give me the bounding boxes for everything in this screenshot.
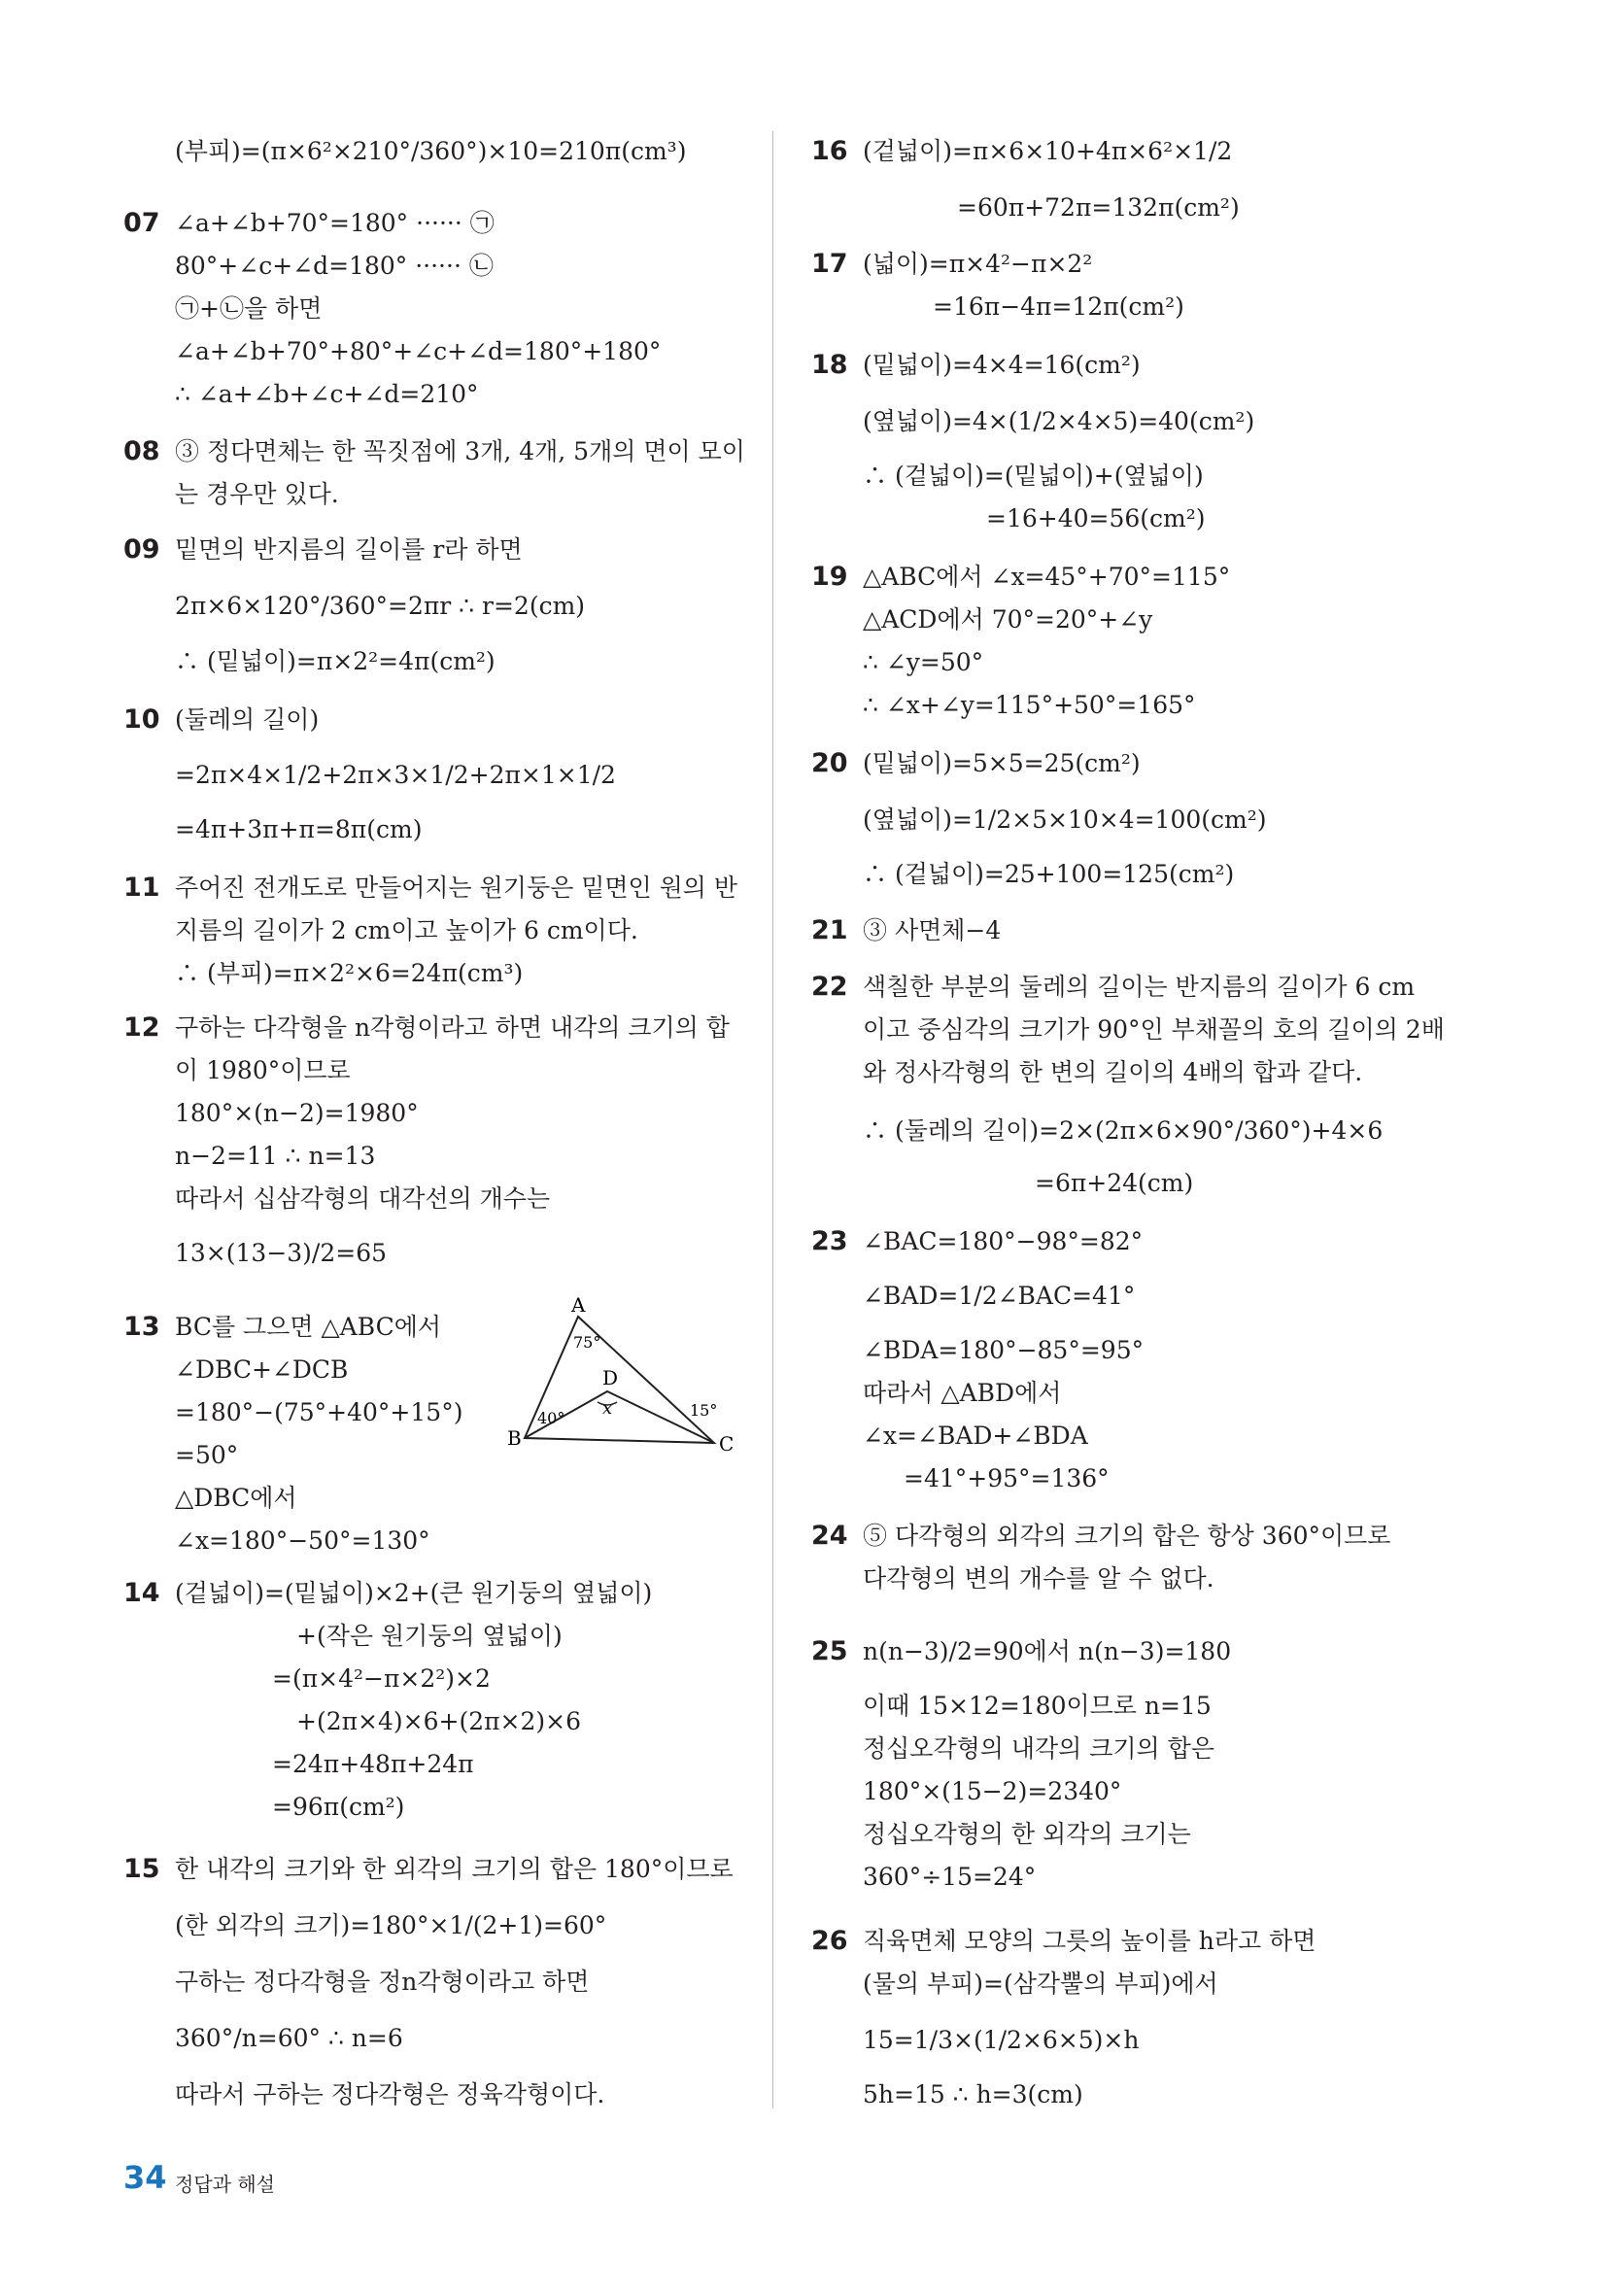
answer-line: ∠x=∠BAD+∠BDA — [863, 1422, 1088, 1450]
answer-line: △DBC에서 — [175, 1484, 297, 1512]
problem-number: 21 — [811, 915, 848, 945]
answer-line: 15=1/3×(1/2×6×5)×h — [863, 2026, 1140, 2054]
vertex-c-label: C — [719, 1432, 735, 1453]
answer-line: ∠x=180°−50°=130° — [175, 1526, 430, 1555]
angle-b-label: 40° — [537, 1409, 565, 1427]
problem-number: 07 — [123, 208, 160, 238]
answer-line: 360°÷15=24° — [863, 1863, 1037, 1891]
answer-line: (밑넓이)=4×4=16(cm²) — [863, 351, 1141, 379]
answer-line: ∠BAD=1/2∠BAC=41° — [863, 1282, 1136, 1310]
answer-line: =96π(cm²) — [272, 1793, 405, 1821]
answer-line: =50° — [175, 1441, 239, 1469]
problem-number: 11 — [123, 873, 160, 903]
answer-line: ③ 사면체−4 — [863, 916, 1002, 944]
answer-line: △ABC에서 ∠x=45°+70°=115° — [863, 563, 1231, 591]
answer-line: ③ 정다면체는 한 꼭짓점에 3개, 4개, 5개의 면이 모이 — [175, 437, 745, 465]
problem-number: 19 — [811, 562, 848, 592]
problem-number: 24 — [811, 1521, 848, 1551]
answer-line: 따라서 △ABD에서 — [863, 1379, 1062, 1407]
problem-number: 13 — [123, 1312, 160, 1342]
answer-line: n−2=11 ∴ n=13 — [175, 1142, 376, 1170]
answer-line: =(π×4²−π×2²)×2 — [272, 1664, 491, 1693]
answer-line: (부피)=(π×6²×210°/360°)×10=210π(cm³) — [175, 137, 687, 165]
column-divider — [772, 131, 773, 2108]
vertex-d-label: D — [602, 1366, 619, 1389]
answer-line: 다각형의 변의 개수를 알 수 없다. — [863, 1564, 1214, 1593]
answer-line: 와 정사각형의 한 변의 길이의 4배의 합과 같다. — [863, 1058, 1363, 1086]
answer-line: 정십오각형의 한 외각의 크기는 — [863, 1820, 1191, 1848]
answer-line: =4π+3π+π=8π(cm) — [175, 815, 423, 843]
answer-line: ∴ (겉넓이)=(밑넓이)+(옆넓이) — [863, 462, 1204, 490]
answer-line: =2π×4×1/2+2π×3×1/2+2π×1×1/2 — [175, 761, 616, 789]
answer-line: 구하는 정다각형을 정n각형이라고 하면 — [175, 1968, 590, 1996]
answer-line: ∠BDA=180°−85°=95° — [863, 1336, 1145, 1364]
answer-line: n(n−3)/2=90에서 n(n−3)=180 — [863, 1637, 1232, 1665]
problem-number: 17 — [811, 249, 848, 279]
problem-number: 09 — [123, 534, 160, 565]
answer-line: ∴ ∠y=50° — [863, 648, 984, 676]
page-number: 34 — [123, 2159, 167, 2196]
answer-line: △ACD에서 70°=20°+∠y — [863, 605, 1153, 634]
answer-line: =16+40=56(cm²) — [986, 504, 1206, 532]
answer-line: (넓이)=π×4²−π×2² — [863, 250, 1093, 278]
answer-line: ∠BAC=180°−98°=82° — [863, 1227, 1144, 1255]
angle-x-label: x — [602, 1398, 613, 1419]
problem-number: 22 — [811, 972, 848, 1002]
answer-line: ⑤ 다각형의 외각의 크기의 합은 항상 360°이므로 — [863, 1522, 1391, 1550]
answer-line: ∴ ∠x+∠y=115°+50°=165° — [863, 691, 1196, 719]
answer-line: =6π+24(cm) — [1035, 1169, 1194, 1197]
answer-line: ∠DBC+∠DCB — [175, 1355, 349, 1384]
answer-line: 정십오각형의 내각의 크기의 합은 — [863, 1734, 1214, 1763]
answer-line: (둘레의 길이) — [175, 705, 320, 734]
answer-line: 2π×6×120°/360°=2πr ∴ r=2(cm) — [175, 592, 586, 620]
answer-line: (겉넓이)=(밑넓이)×2+(큰 원기둥의 옆넓이) — [175, 1579, 653, 1607]
answer-line: ㉠+㉡을 하면 — [175, 294, 323, 323]
answer-line: 구하는 다각형을 n각형이라고 하면 내각의 크기의 합 — [175, 1013, 730, 1042]
answer-line: (한 외각의 크기)=180°×1/(2+1)=60° — [175, 1911, 607, 1939]
answer-line: ∴ (둘레의 길이)=2×(2π×6×90°/360°)+4×6 — [863, 1116, 1384, 1145]
answer-line: ∴ (밑넓이)=π×2²=4π(cm²) — [175, 647, 496, 675]
answer-line: 이고 중심각의 크기가 90°인 부채꼴의 호의 길이의 2배 — [863, 1015, 1445, 1044]
answer-line: 이 1980°이므로 — [175, 1056, 351, 1084]
problem-number: 18 — [811, 350, 848, 380]
problem-number: 12 — [123, 1012, 160, 1043]
angle-c-label: 15° — [690, 1401, 718, 1420]
answer-line: 밑면의 반지름의 길이를 r라 하면 — [175, 535, 523, 564]
footer-label: 정답과 해설 — [175, 2173, 275, 2196]
answer-line: ∠a+∠b+70°=180° ······ ㉠ — [175, 209, 495, 237]
answer-line: (옆넓이)=1/2×5×10×4=100(cm²) — [863, 805, 1267, 834]
answer-line: 색칠한 부분의 둘레의 길이는 반지름의 길이가 6 cm — [863, 973, 1416, 1001]
answer-line: =41°+95°=136° — [904, 1464, 1110, 1492]
answer-line: 80°+∠c+∠d=180° ······ ㉡ — [175, 252, 494, 280]
answer-line: =180°−(75°+40°+15°) — [175, 1398, 463, 1426]
vertex-a-label: A — [571, 1297, 586, 1317]
problem-number: 26 — [811, 1926, 848, 1956]
problem-number: 14 — [123, 1578, 160, 1608]
answer-line: 는 경우만 있다. — [175, 480, 339, 508]
answer-line: 직육면체 모양의 그릇의 높이를 h라고 하면 — [863, 1927, 1316, 1955]
answer-line: (밑넓이)=5×5=25(cm²) — [863, 749, 1141, 777]
answer-line: +(2π×4)×6+(2π×2)×6 — [296, 1707, 581, 1735]
answer-line: 한 내각의 크기와 한 외각의 크기의 합은 180°이므로 — [175, 1855, 734, 1883]
answer-line: 지름의 길이가 2 cm이고 높이가 6 cm이다. — [175, 916, 638, 944]
answer-line: 따라서 십삼각형의 대각선의 개수는 — [175, 1184, 551, 1213]
problem-number: 10 — [123, 704, 160, 735]
answer-line: (물의 부피)=(삼각뿔의 부피)에서 — [863, 1970, 1218, 1998]
problem-number: 08 — [123, 436, 160, 466]
answer-line: +(작은 원기둥의 옆넓이) — [296, 1622, 563, 1650]
answer-line: =60π+72π=132π(cm²) — [957, 193, 1240, 222]
answer-line: 180°×(15−2)=2340° — [863, 1777, 1122, 1805]
answer-line: 주어진 전개도로 만들어지는 원기둥은 밑면인 원의 반 — [175, 874, 737, 902]
answer-line: 따라서 구하는 정다각형은 정육각형이다. — [175, 2080, 605, 2108]
answer-line: (겉넓이)=π×6×10+4π×6²×1/2 — [863, 137, 1233, 165]
answer-line: 이때 15×12=180이므로 n=15 — [863, 1692, 1212, 1720]
answer-line: (옆넓이)=4×(1/2×4×5)=40(cm²) — [863, 407, 1255, 435]
problem-number: 15 — [123, 1854, 160, 1884]
answer-line: 13×(13−3)/2=65 — [175, 1239, 388, 1267]
problem-number: 16 — [811, 136, 848, 166]
triangle-figure — [505, 1297, 738, 1453]
answer-line: 180°×(n−2)=1980° — [175, 1099, 419, 1127]
answer-line: 360°/n=60° ∴ n=6 — [175, 2024, 403, 2052]
answer-line: ∴ (겉넓이)=25+100=125(cm²) — [863, 860, 1235, 888]
answer-line: =24π+48π+24π — [272, 1750, 474, 1778]
problem-number: 25 — [811, 1636, 848, 1666]
vertex-b-label: B — [507, 1426, 522, 1450]
answer-line: ∴ ∠a+∠b+∠c+∠d=210° — [175, 380, 479, 408]
answer-line: =16π−4π=12π(cm²) — [933, 292, 1184, 321]
problem-number: 23 — [811, 1226, 848, 1256]
answer-line: 5h=15 ∴ h=3(cm) — [863, 2080, 1083, 2108]
answer-line: BC를 그으면 △ABC에서 — [175, 1313, 442, 1341]
answer-line: ∠a+∠b+70°+80°+∠c+∠d=180°+180° — [175, 337, 662, 365]
answer-line: ∴ (부피)=π×2²×6=24π(cm³) — [175, 959, 524, 987]
problem-number: 20 — [811, 748, 848, 778]
angle-a-label: 75° — [573, 1333, 601, 1352]
